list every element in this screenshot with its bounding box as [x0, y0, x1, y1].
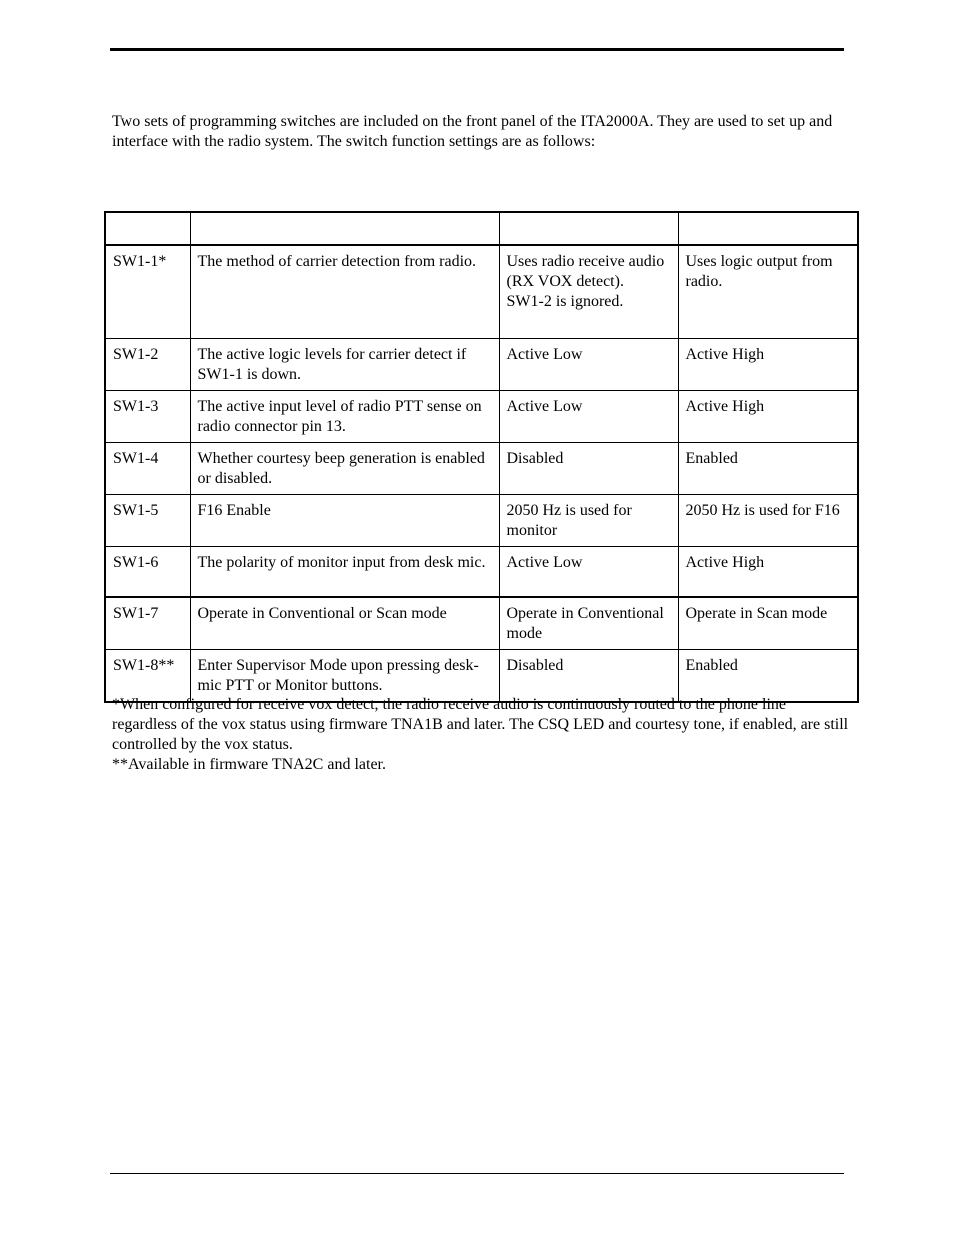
table-row — [105, 494, 858, 546]
up-setting-cell: Active High — [678, 338, 858, 390]
function-cell: F16 Enable — [190, 494, 499, 546]
switch-id-cell: SW1-2 — [105, 338, 190, 390]
header-cell-up — [678, 212, 858, 245]
down-setting-line: SW1-2 is ignored. — [506, 293, 624, 310]
up-setting-cell: Enabled — [678, 650, 858, 703]
up-setting-cell: Active High — [678, 390, 858, 442]
table-row — [105, 245, 858, 338]
switch-id-cell: SW1-6 — [105, 546, 190, 597]
table-row — [105, 442, 858, 494]
down-setting-cell: Disabled — [499, 442, 678, 494]
function-cell: The polarity of monitor input from desk mic. — [190, 546, 499, 597]
down-setting-cell: Active Low — [499, 546, 678, 597]
switch-id-cell: SW1-1* — [105, 245, 190, 338]
function-cell: The active input level of radio PTT sense on radio connector pin 13. — [190, 390, 499, 442]
down-setting-cell: Active Low — [499, 338, 678, 390]
switch-id-cell: SW1-4 — [105, 442, 190, 494]
down-setting-line: Uses radio receive audio (RX VOX detect). — [506, 253, 665, 290]
up-setting-cell: Operate in Scan mode — [678, 597, 858, 650]
up-setting-cell: 2050 Hz is used for F16 — [678, 494, 858, 546]
up-setting-cell: Uses logic output from radio. — [678, 245, 858, 338]
up-setting-cell: Enabled — [678, 442, 858, 494]
switch-settings-table — [104, 211, 859, 703]
switch-id-cell: SW1-7 — [105, 597, 190, 650]
switch-id-cell: SW1-5 — [105, 494, 190, 546]
header-cell-switch — [105, 212, 190, 245]
intro-paragraph: Two sets of programming switches are included on the front panel of the ITA2000A. They are used to set up and interface with the radio system. The switch function settings are as follows: — [112, 113, 833, 150]
header-rule — [110, 48, 844, 51]
down-setting-cell: Active Low — [499, 390, 678, 442]
footnote-firmware: **Available in firmware TNA2C and later. — [112, 756, 386, 773]
function-cell: Operate in Conventional or Scan mode — [190, 597, 499, 650]
switch-id-cell: SW1-8** — [105, 650, 190, 703]
footnote-vox: *When configured for receive vox detect, the radio receive audio is continuously routed to the phone line regardless of the vox status using firmware TNA1B and later. The CSQ LED and courtesy tone, if enabled, are still controlled by the vox status. — [112, 696, 849, 753]
header-cell-down — [499, 212, 678, 245]
down-setting-cell — [499, 245, 678, 338]
table-row — [105, 597, 858, 650]
function-cell: Enter Supervisor Mode upon pressing desk-mic PTT or Monitor buttons. — [190, 650, 499, 703]
table-row — [105, 546, 858, 597]
down-setting-cell: Disabled — [499, 650, 678, 703]
switch-id-cell: SW1-3 — [105, 390, 190, 442]
down-setting-cell: Operate in Conventional mode — [499, 597, 678, 650]
table-footnotes — [112, 695, 852, 775]
header-cell-function — [190, 212, 499, 245]
function-cell: The method of carrier detection from radio. — [190, 245, 499, 338]
footer-rule — [110, 1173, 844, 1174]
table-row — [105, 390, 858, 442]
table-row — [105, 338, 858, 390]
up-setting-cell: Active High — [678, 546, 858, 597]
function-cell: Whether courtesy beep generation is enabled or disabled. — [190, 442, 499, 494]
table-header-row — [105, 212, 858, 245]
down-setting-cell: 2050 Hz is used for monitor — [499, 494, 678, 546]
function-cell: The active logic levels for carrier detect if SW1-1 is down. — [190, 338, 499, 390]
